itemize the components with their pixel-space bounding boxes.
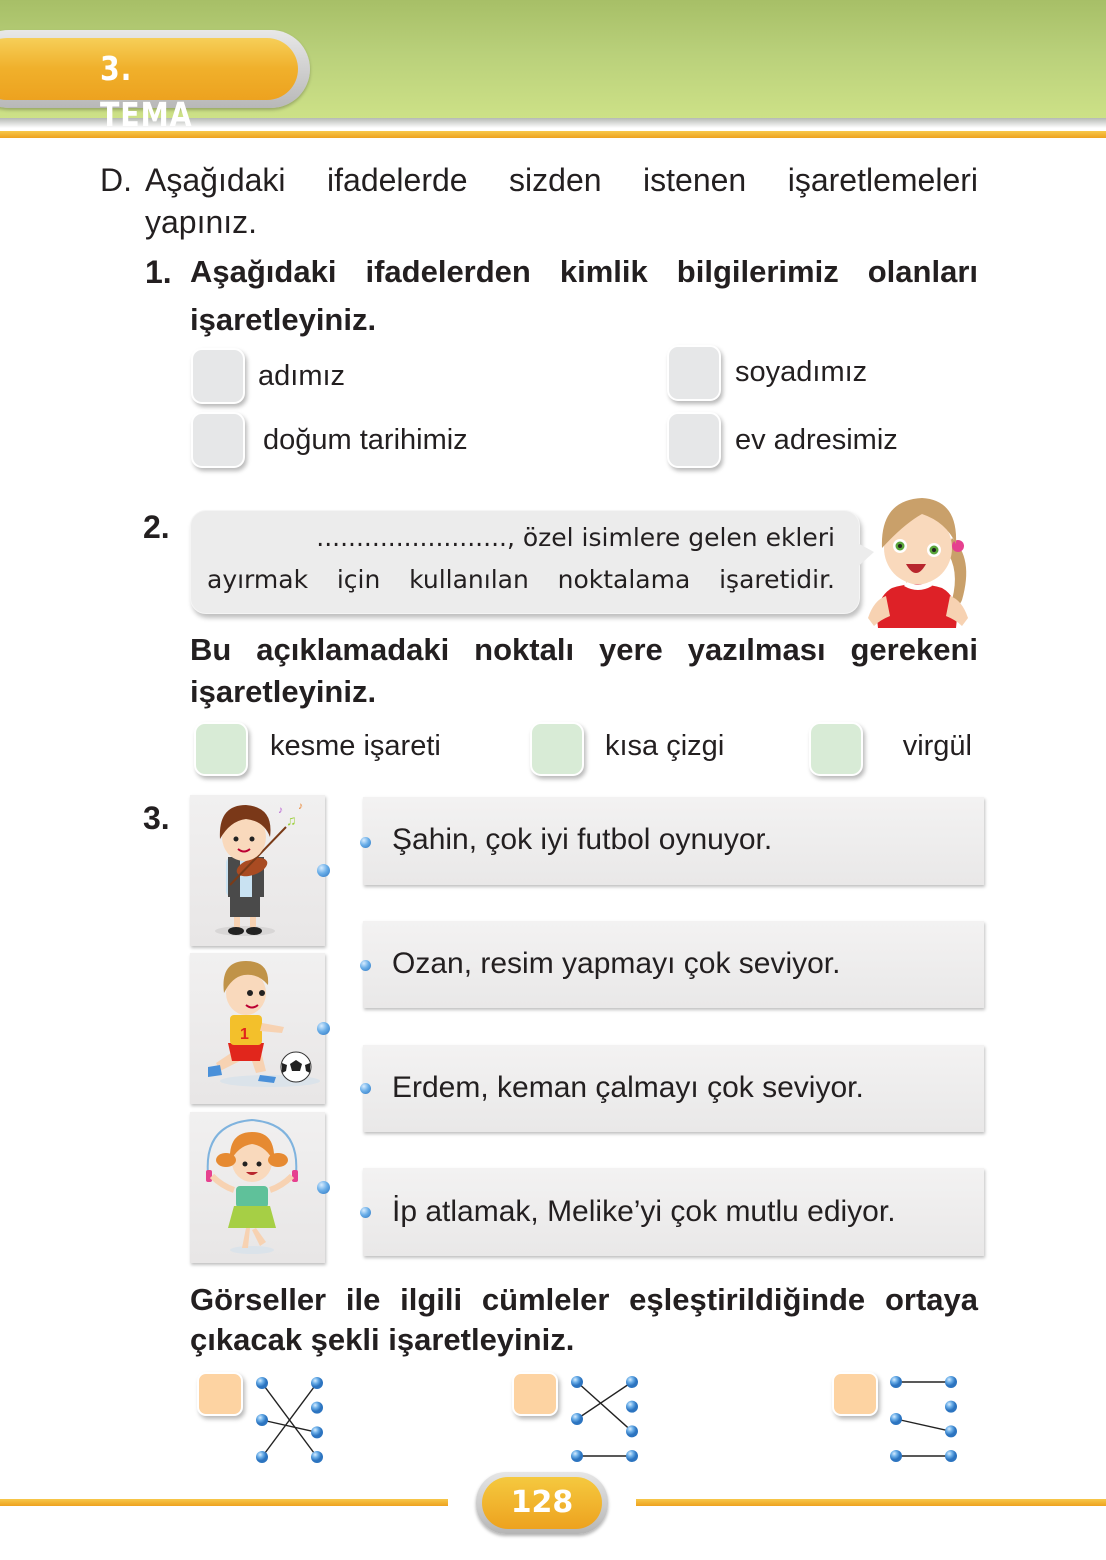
match-dot-icon: [571, 1450, 583, 1462]
sentence-text: Şahin, çok iyi futbol oynuyor.: [392, 823, 773, 856]
match-dot-icon: [626, 1376, 638, 1388]
match-dot-icon: [256, 1414, 268, 1426]
picture-match-dot-2[interactable]: [317, 1022, 330, 1035]
q2-prompt-line1: Bu açıklamadaki noktalı yere yazılması gerekeni: [190, 632, 978, 667]
q2-option-label: kesme işareti: [270, 730, 441, 762]
svg-text:♪: ♪: [278, 805, 283, 816]
matching-diagram-option-b: [567, 1373, 643, 1465]
q1-checkbox-soyadimiz[interactable]: [667, 345, 721, 401]
theme-label: 3. TEMA: [100, 49, 193, 134]
page-number: 128: [510, 1485, 574, 1520]
q1-checkbox-ev-adresimiz[interactable]: [667, 412, 721, 468]
q1-number: 1.: [145, 254, 172, 290]
girl-speaking-icon: [860, 488, 980, 628]
footer-rule-left: [0, 1499, 448, 1506]
svg-text:♪: ♪: [298, 801, 303, 812]
q2-checkbox-kesme-isareti[interactable]: [194, 722, 248, 776]
picture-match-dot-1[interactable]: [317, 864, 330, 877]
sentence-text: Erdem, keman çalmayı çok seviyor.: [392, 1071, 864, 1104]
boy-playing-violin-icon: [190, 795, 325, 946]
match-dot-icon: [256, 1377, 268, 1389]
q2-prompt-line2: işaretleyiniz.: [190, 674, 377, 709]
match-dot-icon: [945, 1376, 957, 1388]
boy-playing-football-icon: [190, 953, 325, 1104]
picture-card-violin: [190, 795, 325, 946]
match-dot-icon: [626, 1450, 638, 1462]
match-dot-icon: [311, 1377, 323, 1389]
match-dot-icon: [626, 1425, 638, 1437]
match-dot-icon: [890, 1376, 902, 1388]
matching-diagram-option-c: [886, 1373, 962, 1465]
footer-rule-right: [636, 1499, 1106, 1506]
q1-option-label: ev adresimiz: [735, 424, 898, 456]
q3-answer-checkbox-b[interactable]: [512, 1372, 558, 1416]
match-dot-icon: [945, 1450, 957, 1462]
match-dot-icon: [890, 1450, 902, 1462]
picture-card-jump-rope: [190, 1112, 325, 1263]
match-dot-icon: [945, 1425, 957, 1437]
section-instruction-line1: Aşağıdaki ifadelerde sizden istenen işaretlemeleri: [145, 162, 978, 198]
q2-checkbox-virgul[interactable]: [809, 722, 863, 776]
q3-number: 3.: [143, 800, 170, 836]
match-dot-icon: [311, 1451, 323, 1463]
q1-option-label: doğum tarihimiz: [263, 424, 468, 456]
sentence-text: Ozan, resim yapmayı çok seviyor.: [392, 947, 841, 980]
picture-card-football: [190, 953, 325, 1104]
section-instruction-line2: yapınız.: [145, 204, 258, 240]
q3-answer-checkbox-a[interactable]: [197, 1372, 243, 1416]
matching-diagram-option-a: [252, 1374, 328, 1466]
sentence-match-dot-4[interactable]: [360, 1207, 371, 1218]
q3-answer-checkbox-c[interactable]: [832, 1372, 878, 1416]
match-dot-icon: [256, 1451, 268, 1463]
bubble-line1: ........................, özel isimlere gelen ekleri: [316, 523, 835, 552]
bubble-line2: ayırmak için kullanılan noktalama işaretidir.: [207, 565, 835, 594]
match-dot-icon: [311, 1402, 323, 1414]
q1-prompt-line1: Aşağıdaki ifadelerden kimlik bilgilerimiz olanları: [190, 254, 978, 289]
q2-checkbox-kisa-cizgi[interactable]: [530, 722, 584, 776]
match-dot-icon: [571, 1376, 583, 1388]
q2-option-label: kısa çizgi: [605, 730, 725, 762]
q2-option-label: virgül: [902, 730, 972, 762]
sentence-match-dot-1[interactable]: [360, 837, 371, 848]
q1-option-label: adımız: [258, 360, 346, 392]
svg-text:♫: ♫: [286, 812, 297, 828]
q1-prompt-line2: işaretleyiniz.: [190, 302, 377, 337]
girl-jumping-rope-icon: [190, 1112, 325, 1263]
match-dot-icon: [571, 1413, 583, 1425]
match-dot-icon: [945, 1401, 957, 1413]
match-dot-icon: [890, 1413, 902, 1425]
sentence-match-dot-2[interactable]: [360, 960, 371, 971]
q3-prompt-line2: çıkacak şekli işaretleyiniz.: [190, 1322, 575, 1357]
svg-text:1: 1: [240, 1026, 249, 1043]
q2-number: 2.: [143, 509, 170, 545]
sentence-text: İp atlamak, Melike’yi çok mutlu ediyor.: [392, 1195, 896, 1228]
q1-checkbox-dogum-tarihimiz[interactable]: [191, 412, 245, 468]
picture-match-dot-3[interactable]: [317, 1181, 330, 1194]
q3-prompt-line1: Görseller ile ilgili cümleler eşleştirildiğinde ortaya: [190, 1282, 978, 1317]
sentence-match-dot-3[interactable]: [360, 1083, 371, 1094]
q1-option-label: soyadımız: [735, 356, 868, 388]
match-dot-icon: [311, 1426, 323, 1438]
match-dot-icon: [626, 1401, 638, 1413]
q1-checkbox-adimiz[interactable]: [191, 348, 245, 404]
section-letter: D.: [100, 162, 132, 198]
